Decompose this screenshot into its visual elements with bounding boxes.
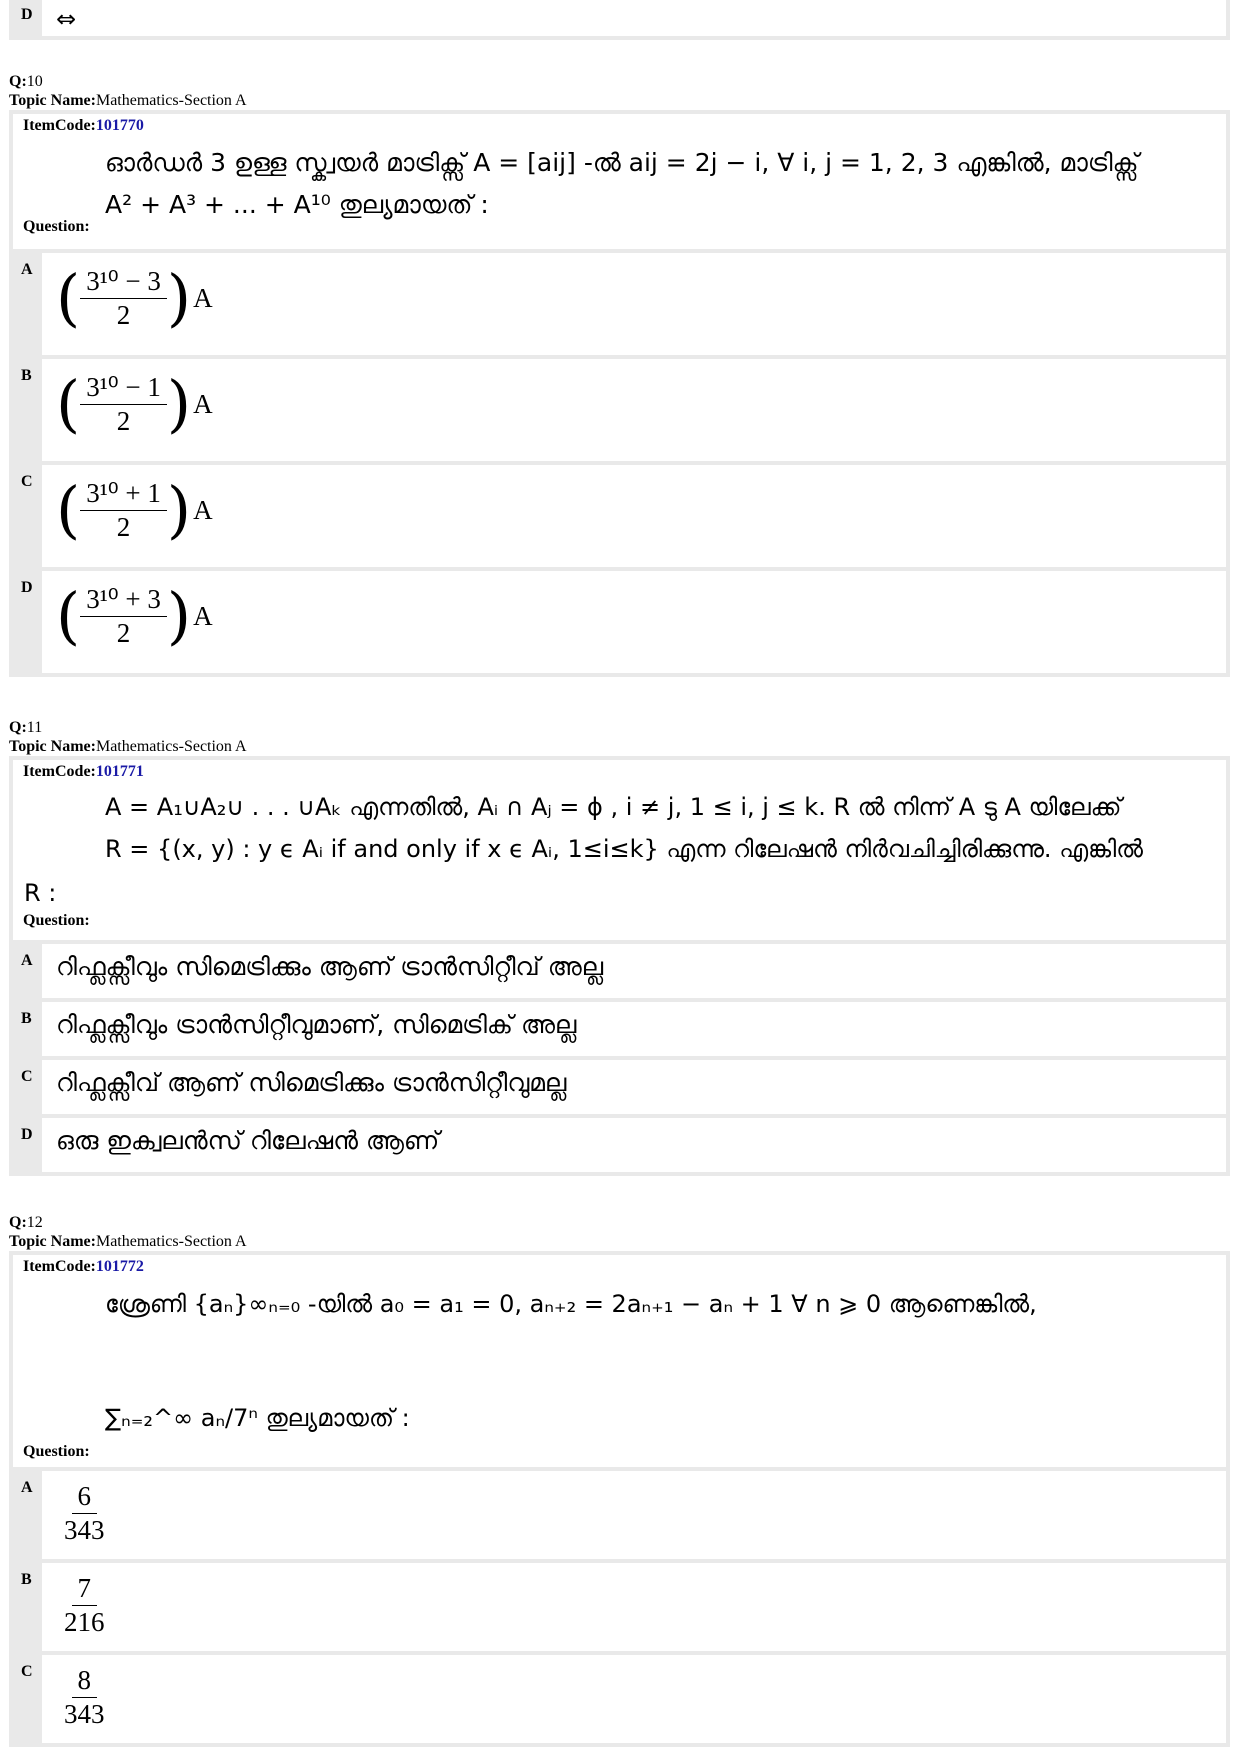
option-math: ( $\frac{\text{3¹⁰ − 3}}{2}$ ) A [56,261,213,334]
option-row[interactable] [13,253,1226,355]
option-label: B [21,367,32,384]
option-math: ( $\frac{\text{3¹⁰ − 1}}{2}$ ) A [56,367,213,440]
option-text: റിഫ്ലക്സീവ് ആണ് സിമെട്രിക്കും ട്രാൻസിറ്റീവുമല്ല [56,1068,567,1097]
option-text: റിഫ്ലക്സീവും സിമെട്രിക്കും ആണ് ട്രാൻസിറ്റീവ് അല്ല [56,952,604,981]
option-label: A [21,1479,33,1496]
option-row[interactable] [13,0,1226,36]
option-math: ( $\frac{\text{3¹⁰ + 1}}{2}$ ) A [56,473,213,546]
question-text: ഓർഡർ 3 ഉള്ള സ്ക്വയർ മാട്രിക്സ് A = [aij] -ൽ aij = 2j − i, ∀ i, j = 1, 2, 3 എങ്കിൽ, മാട്രിക്സ് A² + A³ + ... + A¹⁰ തുല്യമായത് : [105,148,1139,219]
option-row[interactable] [13,1471,1226,1559]
question-number: Q:12 [9,1214,43,1231]
option-row[interactable] [13,1655,1226,1743]
item-code: ItemCode:101770 [23,117,144,134]
question-cell [13,114,1226,249]
option-label: C [21,473,33,490]
question-number: Q:10 [9,73,43,90]
option-label: C [21,1068,33,1085]
topic-name: Topic Name:Mathematics-Section A [9,1233,247,1250]
item-code: ItemCode:101772 [23,1258,144,1275]
question-label: Question: [23,218,90,235]
option-math: $\frac{7}{216}$ [64,1573,105,1637]
option-label: D [21,579,33,596]
option-label: A [21,952,33,969]
question-label: Question: [23,912,90,929]
option-row[interactable] [13,1002,1226,1056]
previous-question-tail [0,0,1240,40]
option-label: A [21,261,33,278]
option-math: ( $\frac{\text{3¹⁰ + 3}}{2}$ ) A [56,579,213,652]
question-block [0,72,1240,677]
question-label: Question: [23,1443,90,1460]
question-block [0,1213,1240,1747]
topic-name: Topic Name:Mathematics-Section A [9,92,247,109]
question-text: A = A₁∪A₂∪ . . . ∪Aₖ എന്നതിൽ, Aᵢ ∩ Aⱼ = ϕ , i ≠ j, 1 ≤ i, j ≤ k. R ൽ നിന്ന് A ടു A യിലേക്ക് R = {(x, y) : y ϵ Aᵢ if and only if x ϵ Aᵢ, 1≤i≤k} എന്ന റിലേഷൻ നിർവചിച്ചിരിക്കുന്നു. എങ്കിൽ R : [24,793,1143,907]
option-row[interactable] [13,1118,1226,1172]
question-number: Q:11 [9,719,43,736]
option-row[interactable] [13,465,1226,567]
item-code: ItemCode:101771 [23,763,144,780]
topic-name: Topic Name:Mathematics-Section A [9,738,247,755]
question-cell [13,760,1226,940]
option-row[interactable] [13,1563,1226,1651]
option-row[interactable] [13,571,1226,673]
question-text: ശ്രേണി {aₙ}∞ₙ₌₀ -യിൽ a₀ = a₁ = 0, aₙ₊₂ = 2aₙ₊₁ − aₙ + 1 ∀ n ⩾ 0 ആണെങ്കിൽ, ∑ₙ₌₂^∞ aₙ/7ⁿ തുല്യമായത് : [105,1290,1037,1432]
question-block [0,718,1240,1176]
question-cell [13,1255,1226,1467]
option-text: റിഫ്ലക്സീവും ട്രാൻസിറ്റീവുമാണ്, സിമെട്രിക് അല്ല [56,1010,577,1039]
option-math: $\frac{8}{343}$ [64,1665,105,1729]
option-label: B [21,1571,32,1588]
option-row[interactable] [13,359,1226,461]
option-row[interactable] [13,944,1226,998]
option-math: $\frac{6}{343}$ [64,1481,105,1545]
option-label: B [21,1010,32,1027]
option-row[interactable] [13,1060,1226,1114]
option-label: D [21,6,33,23]
option-text: ⇔ [42,0,1226,36]
option-label: D [21,1126,33,1143]
option-label: C [21,1663,33,1680]
option-text: ഒരു ഇക്വലൻസ് റിലേഷൻ ആണ് [56,1126,440,1155]
